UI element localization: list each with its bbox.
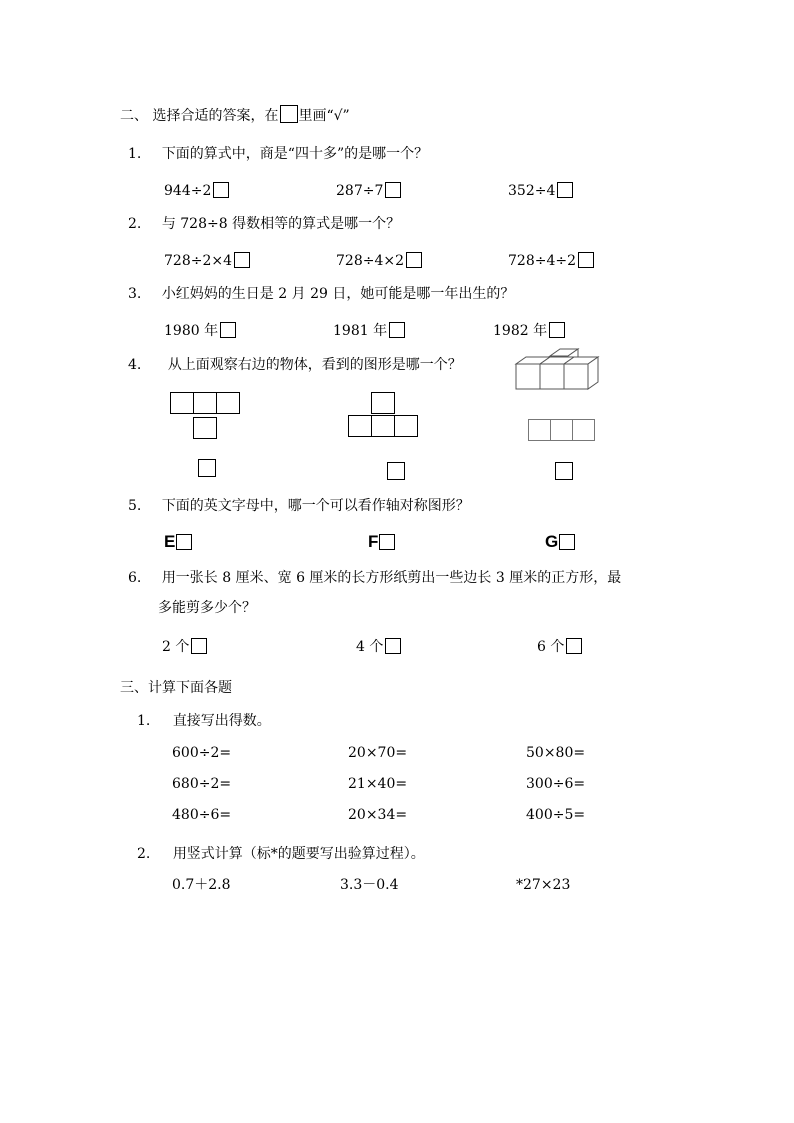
shape-cell — [216, 392, 240, 414]
answer-checkbox[interactable] — [559, 534, 575, 550]
cube-front-face — [516, 364, 540, 389]
question-4 — [128, 358, 462, 372]
calc-item: 300÷6= — [526, 776, 586, 792]
question-text: 用一张长 8 厘米、宽 6 厘米的长方形纸剪出一些边长 3 厘米的正方形，最 — [161, 570, 622, 586]
answer-checkbox[interactable] — [220, 322, 236, 338]
q5-option-b — [368, 533, 395, 550]
option-label: E — [164, 532, 176, 551]
calc-item: 50×80= — [526, 745, 586, 761]
question-number: 6. — [128, 570, 142, 586]
question-text: 下面的算式中，商是“四十多”的是哪一个？ — [161, 146, 429, 162]
q2-option-b — [336, 252, 422, 268]
calc-item: 20×34= — [348, 807, 408, 823]
cube-front-face — [540, 364, 564, 389]
option-label: 287÷7 — [336, 183, 384, 199]
option-label: 944÷2 — [164, 183, 212, 199]
q3-option-b — [333, 322, 405, 338]
question-number: 3. — [128, 286, 142, 302]
section3-title: 三、计算下面各题 — [120, 680, 232, 696]
section2-title-pre: 二、 选择合适的答案，在 — [120, 108, 279, 124]
q1-option-a — [164, 182, 229, 198]
q3-option-a — [164, 322, 236, 338]
answer-checkbox[interactable] — [191, 638, 207, 654]
option-label: 1981 年 — [333, 323, 388, 339]
option-label: 6 个 — [537, 639, 565, 655]
vertical-calc-item: 3.3－0.4 — [340, 877, 399, 893]
question-text: 与 728÷8 得数相等的算式是哪一个？ — [161, 216, 401, 232]
shape-cell — [371, 392, 395, 414]
question-number: 1. — [128, 146, 142, 162]
option-label: 1982 年 — [493, 323, 548, 339]
question-number: 2. — [128, 216, 142, 232]
answer-checkbox[interactable] — [213, 182, 229, 198]
option-label: 728÷2×4 — [164, 253, 232, 269]
answer-box-icon — [280, 105, 298, 123]
question-1 — [128, 147, 428, 161]
shape-cell — [170, 392, 194, 414]
answer-checkbox[interactable] — [566, 638, 582, 654]
section2-title — [120, 105, 350, 123]
answer-checkbox[interactable] — [198, 459, 216, 477]
shape-cell — [193, 417, 217, 439]
q6-option-a — [162, 638, 207, 654]
answer-checkbox[interactable] — [234, 252, 250, 268]
option-label: 728÷4÷2 — [508, 253, 576, 269]
answer-checkbox[interactable] — [385, 182, 401, 198]
vertical-calc-item: *27×23 — [516, 877, 571, 893]
question-number: 1. — [137, 713, 151, 729]
q1-option-c — [508, 182, 573, 198]
cube-object-figure — [512, 348, 602, 394]
shape-cell — [394, 415, 418, 437]
answer-checkbox[interactable] — [389, 322, 405, 338]
question-5 — [128, 499, 470, 513]
option-label: 4 个 — [356, 639, 384, 655]
vertical-calc-item: 0.7＋2.8 — [172, 877, 231, 893]
question-number: 2. — [137, 846, 151, 862]
option-label: 1980 年 — [164, 323, 219, 339]
answer-checkbox[interactable] — [549, 322, 565, 338]
question-number: 5. — [128, 498, 142, 514]
shape-cell — [348, 415, 372, 437]
question-text: 下面的英文字母中，哪一个可以看作轴对称图形？ — [161, 498, 470, 514]
shape-cell — [193, 392, 217, 414]
q5-option-c — [545, 533, 575, 550]
q1-option-b — [336, 182, 401, 198]
section2-title-post: 里画“√” — [298, 108, 350, 124]
q2-option-c — [508, 252, 594, 268]
q2-option-a — [164, 252, 250, 268]
question-6-continued: 多能剪多少个？ — [158, 600, 256, 616]
q5-option-a — [164, 533, 192, 550]
q6-option-b — [356, 638, 401, 654]
option-label: 728÷4×2 — [336, 253, 404, 269]
question-text: 直接写出得数。 — [172, 713, 271, 729]
cube-front-face — [564, 364, 588, 389]
question-6 — [128, 571, 621, 585]
shape-cell — [528, 419, 551, 441]
section3-question-2 — [137, 847, 425, 861]
calc-item: 400÷5= — [526, 807, 586, 823]
answer-checkbox[interactable] — [385, 638, 401, 654]
answer-checkbox[interactable] — [379, 534, 395, 550]
question-3 — [128, 287, 514, 301]
answer-checkbox[interactable] — [578, 252, 594, 268]
calc-item: 600÷2= — [172, 745, 232, 761]
answer-checkbox[interactable] — [557, 182, 573, 198]
q3-option-c — [493, 322, 565, 338]
question-number: 4. — [128, 357, 142, 373]
shape-cell — [572, 419, 595, 441]
option-label: 2 个 — [162, 639, 190, 655]
shape-cell — [371, 415, 395, 437]
question-text: 从上面观察右边的物体，看到的图形是哪一个？ — [167, 357, 462, 373]
calc-item: 680÷2= — [172, 776, 232, 792]
answer-checkbox[interactable] — [387, 462, 405, 480]
section3-question-1 — [137, 714, 271, 728]
q6-option-c — [537, 638, 582, 654]
calc-item: 21×40= — [348, 776, 408, 792]
option-label: G — [545, 532, 559, 551]
question-text: 小红妈妈的生日是 2 月 29 日，她可能是哪一年出生的？ — [161, 286, 515, 302]
answer-checkbox[interactable] — [176, 534, 192, 550]
shape-cell — [550, 419, 573, 441]
question-text: 用竖式计算（标*的题要写出验算过程）。 — [172, 846, 425, 862]
calc-item: 480÷6= — [172, 807, 232, 823]
option-label: F — [368, 532, 379, 551]
question-2 — [128, 217, 400, 231]
answer-checkbox[interactable] — [406, 252, 422, 268]
option-label: 352÷4 — [508, 183, 556, 199]
calc-item: 20×70= — [348, 745, 408, 761]
answer-checkbox[interactable] — [555, 462, 573, 480]
